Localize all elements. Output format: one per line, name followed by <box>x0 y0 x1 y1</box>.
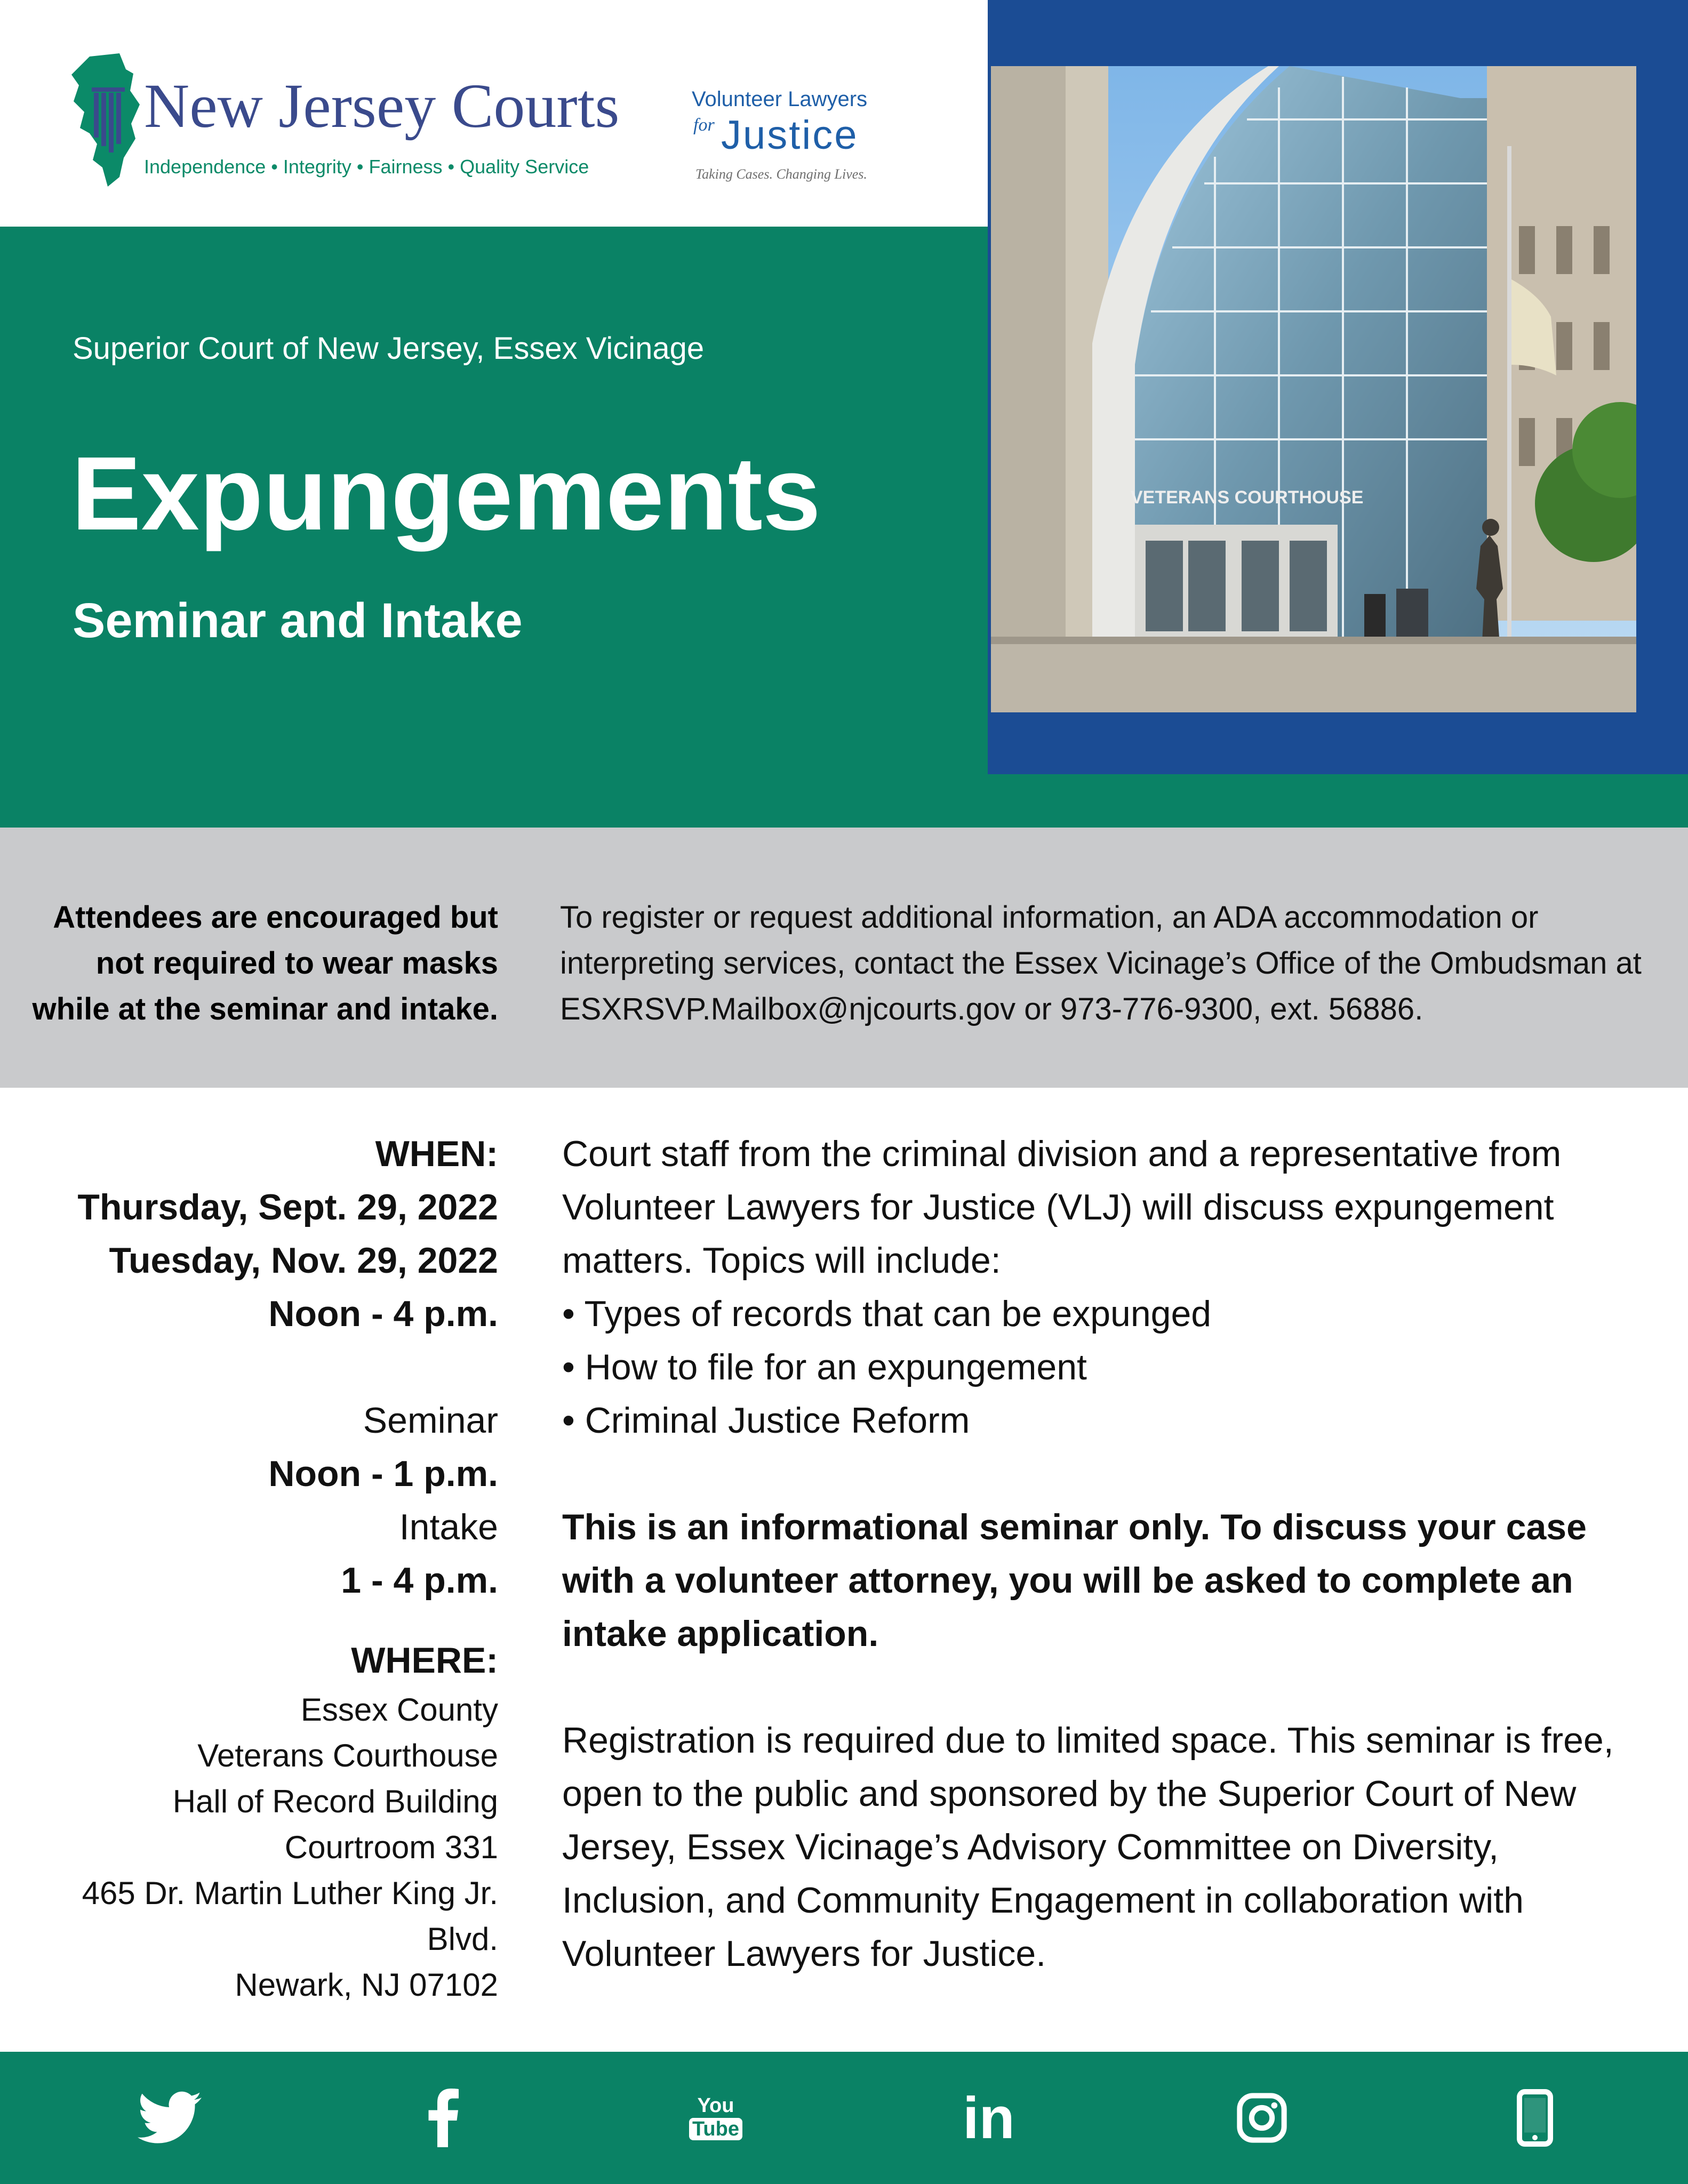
youtube-tube: Tube <box>689 2118 742 2140</box>
address-line: Courtroom 331 <box>284 1829 498 1865</box>
registration-contact-note: To register or request additional information, an ADA accommodation or interpreting services, contact the Essex Vicinage’s Office of the Ombudsman at ESXRSVP.Mailbox@njcourts.gov or 973-776-9300, ext. 56886. <box>560 900 1642 1026</box>
nj-courts-tagline: Independence • Integrity • Fairness • Quality Service <box>144 156 589 178</box>
address-line: Essex County <box>300 1692 498 1728</box>
event-date-2: Tuesday, Nov. 29, 2022 <box>109 1240 498 1281</box>
mobile-phone-icon[interactable] <box>1503 2089 1567 2147</box>
facebook-icon[interactable] <box>411 2089 475 2147</box>
linkedin-icon[interactable]: in <box>963 2085 1015 2151</box>
vlj-logo-for: for <box>693 115 715 135</box>
intro-paragraph: Court staff from the criminal division and a representative from Volunteer Lawyers for Justice (VLJ) will discuss expungement matters. Topics will include: <box>562 1134 1562 1281</box>
event-details <box>11 1127 498 2008</box>
youtube-icon[interactable] <box>684 2089 748 2147</box>
vlj-logo-line1: Volunteer Lawyers <box>692 87 868 111</box>
social-footer <box>0 2052 1688 2184</box>
nj-courts-emblem-icon <box>68 53 140 187</box>
address-line: Veterans Courthouse <box>197 1738 498 1773</box>
when-heading: WHEN: <box>375 1134 498 1174</box>
list-item: • Criminal Justice Reform <box>562 1400 970 1441</box>
where-heading: WHERE: <box>351 1640 498 1681</box>
nj-courts-title: New Jersey Courts <box>144 71 620 141</box>
vlj-logo-justice: Justice <box>721 113 859 158</box>
list-item: • How to file for an expungement <box>562 1347 1087 1387</box>
intake-notice: This is an informational seminar only. To discuss your case with a volunteer attorney, you will be asked to complete an intake application. <box>562 1507 1587 1654</box>
court-name: Superior Court of New Jersey, Essex Vicinage <box>73 331 705 366</box>
intake-time: 1 - 4 p.m. <box>341 1560 498 1601</box>
twitter-icon[interactable] <box>138 2089 202 2147</box>
registration-paragraph: Registration is required due to limited space. This seminar is free, open to the public and sponsored by the Superior Court of New Jersey, Essex Vicinage’s Advisory Committee on Diversity, Inclusion, and Community Engagement in collaboration with Volunteer Lawyers for Justice. <box>562 1720 1614 1974</box>
seminar-time: Noon - 1 p.m. <box>268 1454 498 1494</box>
seminar-label: Seminar <box>363 1400 498 1441</box>
address-line: 465 Dr. Martin Luther King Jr. Blvd. <box>82 1875 498 1957</box>
mask-policy-note: Attendees are encouraged but not required to wear masks while at the seminar and intake. <box>32 900 498 1026</box>
page-title: Expungements <box>71 435 821 552</box>
vlj-logo-tagline: Taking Cases. Changing Lives. <box>695 166 867 182</box>
page-subtitle: Seminar and Intake <box>73 593 523 648</box>
address-line: Hall of Record Building <box>172 1784 498 1819</box>
event-date-1: Thursday, Sept. 29, 2022 <box>77 1187 498 1227</box>
address-line: Newark, NJ 07102 <box>235 1967 498 2003</box>
instagram-icon[interactable] <box>1230 2089 1294 2147</box>
photo-building-sign: VETERANS COURTHOUSE <box>1131 487 1364 508</box>
youtube-you: You <box>697 2094 734 2117</box>
list-item: • Types of records that can be expunged <box>562 1294 1212 1334</box>
topics-list <box>562 1287 1661 1447</box>
intake-label: Intake <box>399 1507 498 1547</box>
courthouse-photo <box>991 66 1636 712</box>
event-time: Noon - 4 p.m. <box>268 1294 498 1334</box>
event-description <box>562 1127 1661 1980</box>
